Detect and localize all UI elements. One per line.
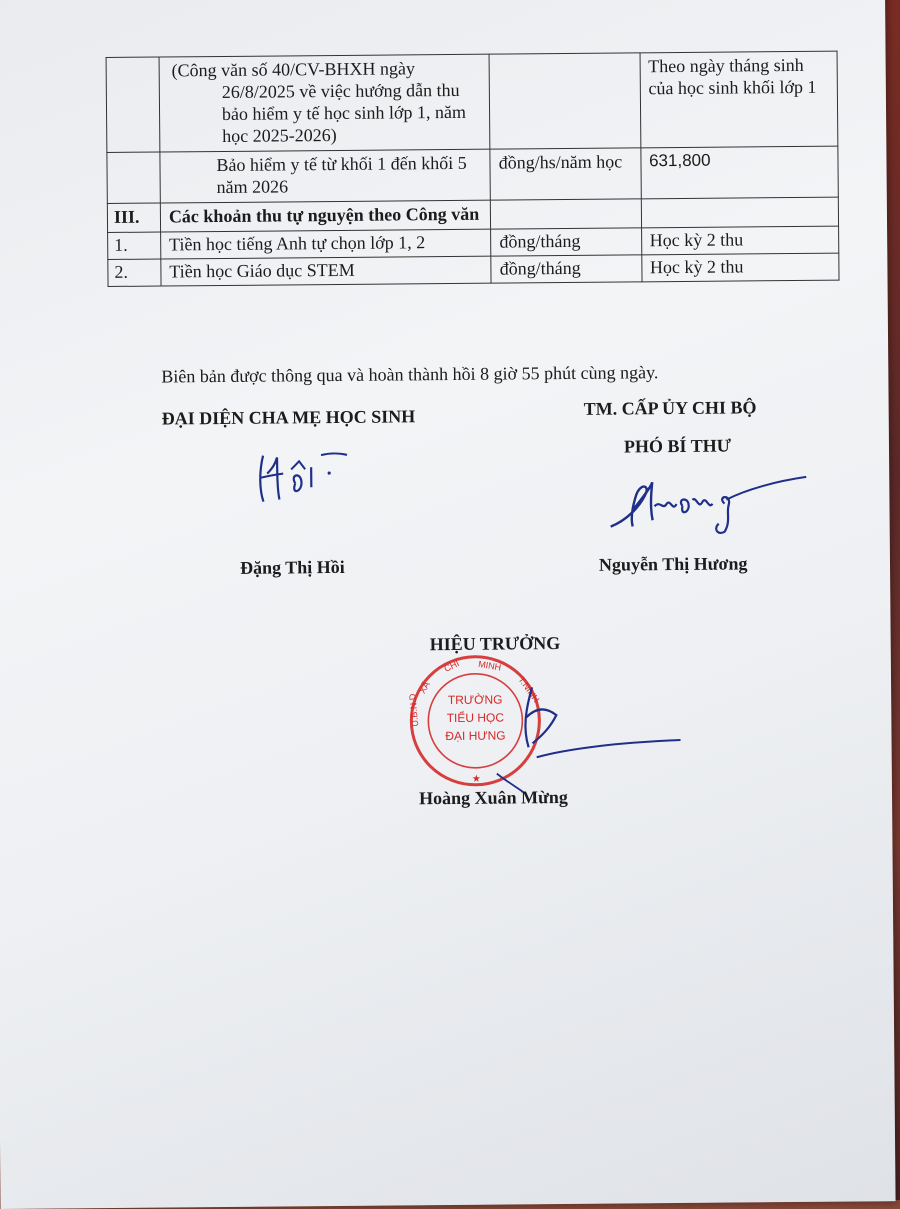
party-committee-signature (606, 469, 817, 541)
parents-rep-signature (249, 443, 360, 514)
row-unit: đồng/tháng (491, 228, 642, 256)
table-row (108, 253, 839, 286)
row-note: Theo ngày tháng sinh của học sinh khối lớp 1 (640, 51, 838, 148)
row-note: Học kỳ 2 thu (641, 226, 839, 255)
svg-text:CHÍ: CHÍ (442, 658, 461, 674)
principal-signature (476, 676, 687, 798)
svg-text:★: ★ (471, 773, 481, 785)
closing-statement: Biên bản được thông qua và hoàn thành hồi 8 giờ 55 phút cùng ngày. (161, 362, 659, 387)
row-item: (Công văn số 40/CV-BHXH ngày 26/8/2025 về việc hướng dẫn thu bảo hiểm y tế học sinh lớp 1, năm học 2025-2026) (159, 54, 490, 152)
svg-text:U.B.N.D: U.B.N.D (407, 693, 421, 728)
svg-text:XÃ: XÃ (417, 679, 432, 696)
stamp-line2: TIỂU HỌC (446, 710, 505, 726)
row-number (107, 152, 160, 203)
row-item: Bảo hiểm y tế từ khối 1 đến khối 5 năm 2026 (160, 149, 491, 203)
svg-text:T.NINH: T.NINH (516, 674, 542, 705)
row-number: 1. (108, 232, 161, 259)
fees-table (106, 51, 840, 287)
svg-text:MINH: MINH (477, 658, 502, 673)
stamp-line1: TRƯỜNG (447, 692, 503, 708)
row-item: Tiền học tiếng Anh tự chọn lớp 1, 2 (161, 229, 492, 259)
row-number: 2. (108, 259, 161, 286)
row-unit: đồng/hs/năm học (490, 148, 641, 200)
table-row (106, 51, 838, 152)
row-unit: đồng/tháng (491, 255, 642, 283)
row-note (641, 197, 839, 228)
parents-rep-title: ĐẠI DIỆN CHA MẸ HỌC SINH (161, 406, 416, 429)
row-note: Học kỳ 2 thu (641, 253, 839, 282)
row-item: Tiền học Giáo dục STEM (161, 256, 492, 286)
party-committee-subtitle: PHÓ BÍ THƯ (623, 435, 732, 457)
row-number (106, 57, 160, 152)
row-unit (491, 199, 642, 229)
table-row (107, 146, 838, 203)
party-committee-title: TM. CẤP ỦY CHI BỘ (583, 397, 757, 419)
principal-name: Hoàng Xuân Mừng (418, 786, 568, 809)
principal-title: HIỆU TRƯỞNG (429, 633, 561, 655)
row-note: 631,800 (640, 146, 838, 199)
row-unit (489, 53, 640, 149)
party-committee-name: Nguyễn Thị Hương (598, 553, 748, 575)
row-number: III. (107, 203, 160, 232)
row-item: Các khoản thu tự nguyện theo Công văn (160, 200, 491, 232)
stamp-line3: ĐẠI HƯNG (445, 728, 506, 744)
parents-rep-name: Đặng Thị Hồi (239, 556, 345, 578)
